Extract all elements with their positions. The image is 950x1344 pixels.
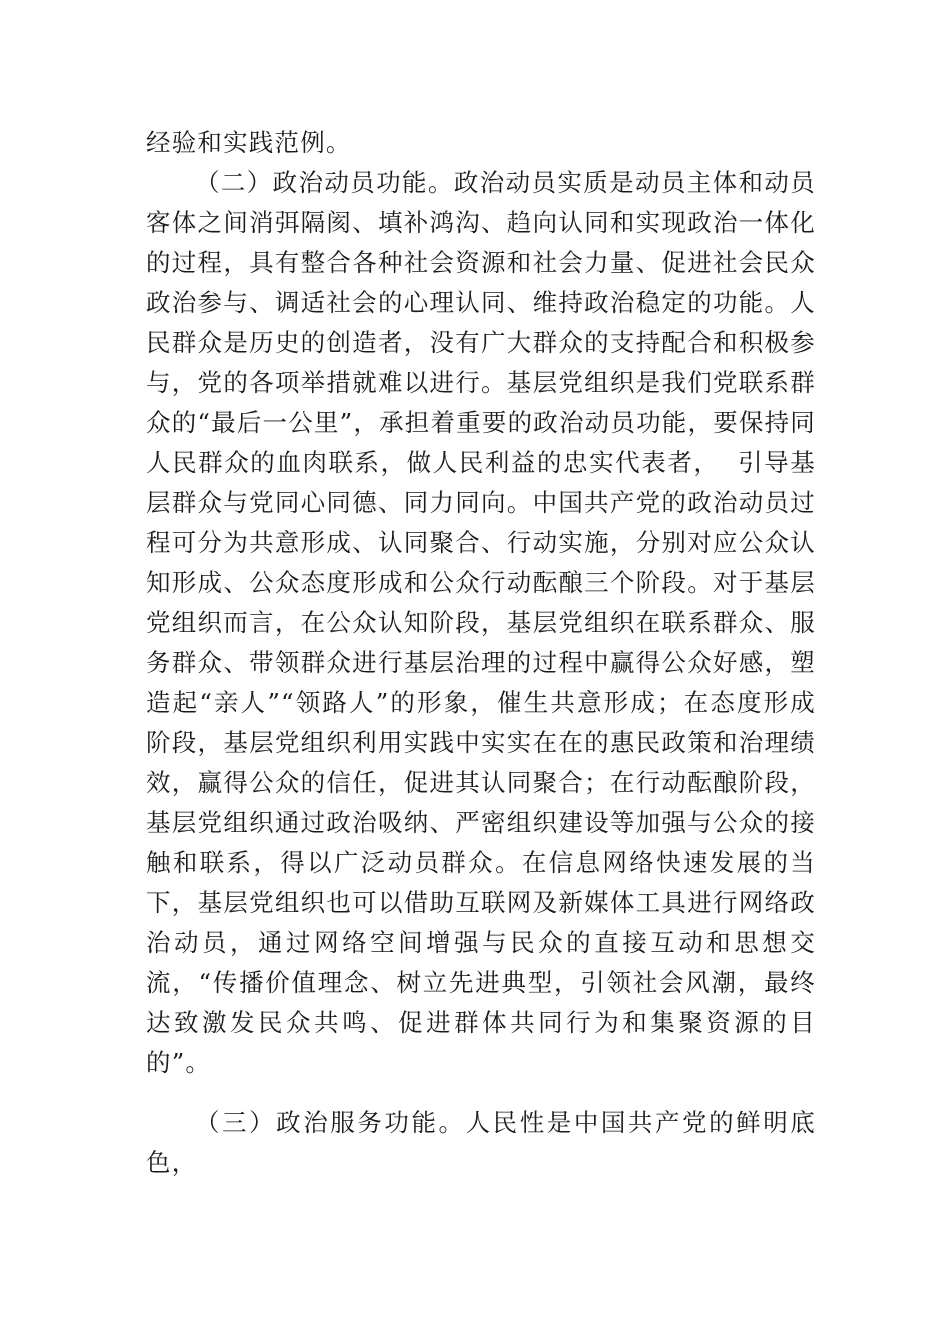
paragraph-political-mobilization: （二）政治动员功能。政治动员实质是动员主体和动员客体之间消弭隔阂、填补鸿沟、趋向认同和实现政治一体化的过程，具有整合各种社会资源和社会力量、促进社会民众政治参与、调适社会的心理认同、维持政治稳定的功能。人民群众是历史的创造者，没有广大群众的支持配合和积极参与，党的各项举措就难以进行。基层党组织是我们党联系群众的“最后一公里”，承担着重要的政治动员功能，要保持同人民群众的血肉联系，做人民利益的忠实代表者， 引导基层群众与党同心同德、同力同向。中国共产党的政治动员过程可分为共意形成、认同聚合、行动实施，分别对应公众认知形成、公众态度形成和公众行动酝酿三个阶段。对于基层党组织而言，在公众认知阶段，基层党组织在联系群众、服务群众、带领群众进行基层治理的过程中赢得公众好感，塑造起“亲人”“领路人”的形象，催生共意形成；在态度形成阶段，基层党组织利用实践中实实在在的惠民政策和治理绩效，赢得公众的信任，促进其认同聚合；在行动酝酿阶段，基层党组织通过政治吸纳、严密组织建设等加强与公众的接触和联系，得以广泛动员群众。在信息网络快速发展的当下，基层党组织也可以借助互联网及新媒体工具进行网络政治动员，通过网络空间增强与民众的直接互动和思想交流，“传播价值理念、树立先进典型，引领社会风潮，最终达致激发民众共鸣、促进群体共同行为和集聚资源的目的”。 <box>146 168 816 1077</box>
paragraph-continuation: 经验和实践范例。 <box>146 128 352 157</box>
paragraph-political-service: （三）政治服务功能。人民性是中国共产党的鲜明底色， <box>146 1108 816 1177</box>
body-text <box>146 123 816 1183</box>
